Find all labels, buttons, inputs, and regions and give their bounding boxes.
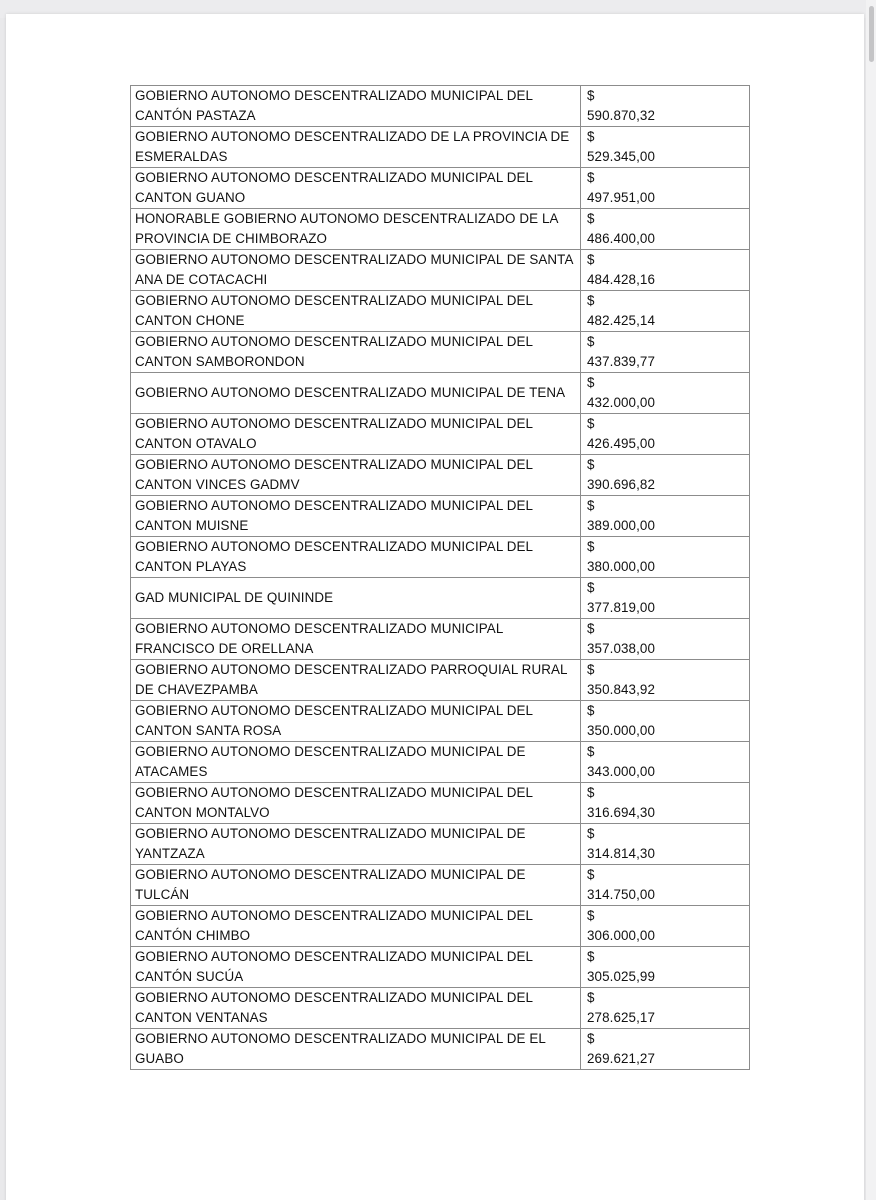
table-row — [131, 988, 750, 1029]
vertical-scrollbar[interactable] — [866, 0, 876, 1200]
amount-cell — [581, 783, 750, 824]
entity-name-cell: GOBIERNO AUTONOMO DESCENTRALIZADO PARROQUIAL RURAL DE CHAVEZPAMBA — [131, 660, 581, 701]
table-row — [131, 537, 750, 578]
amount-cell — [581, 1029, 750, 1070]
entity-name-cell: GAD MUNICIPAL DE QUININDE — [131, 578, 581, 619]
currency-symbol: $ — [587, 621, 595, 636]
currency-symbol: $ — [587, 129, 595, 144]
entity-name-cell: GOBIERNO AUTONOMO DESCENTRALIZADO MUNICIPAL DEL CANTON VINCES GADMV — [131, 455, 581, 496]
table-row — [131, 86, 750, 127]
table-row — [131, 865, 750, 906]
amount-value: 314.750,00 — [587, 886, 656, 902]
amount-value: 497.951,00 — [587, 189, 656, 205]
currency-symbol: $ — [587, 416, 595, 431]
currency-symbol: $ — [587, 498, 595, 513]
amount-cell — [581, 209, 750, 250]
amount-cell — [581, 865, 750, 906]
entity-name-cell: GOBIERNO AUTONOMO DESCENTRALIZADO MUNICIPAL DE EL GUABO — [131, 1029, 581, 1070]
amount-value: 305.025,99 — [587, 968, 656, 984]
table-row — [131, 209, 750, 250]
amount-value: 426.495,00 — [587, 435, 656, 451]
amount-value: 377.819,00 — [587, 599, 656, 615]
amount-value: 484.428,16 — [587, 271, 656, 287]
currency-symbol: $ — [587, 744, 595, 759]
amount-cell — [581, 250, 750, 291]
currency-symbol: $ — [587, 867, 595, 882]
amount-cell — [581, 824, 750, 865]
currency-symbol: $ — [587, 662, 595, 677]
amount-cell — [581, 414, 750, 455]
table-row — [131, 742, 750, 783]
amount-cell — [581, 496, 750, 537]
currency-symbol: $ — [587, 949, 595, 964]
table-row — [131, 578, 750, 619]
currency-symbol: $ — [587, 375, 595, 390]
currency-symbol: $ — [587, 580, 595, 595]
amount-value: 389.000,00 — [587, 517, 656, 533]
table-row — [131, 701, 750, 742]
table-row — [131, 824, 750, 865]
currency-symbol: $ — [587, 539, 595, 554]
amount-cell — [581, 537, 750, 578]
currency-symbol: $ — [587, 990, 595, 1005]
entity-name-cell: GOBIERNO AUTONOMO DESCENTRALIZADO MUNICIPAL DEL CANTON MUISNE — [131, 496, 581, 537]
amount-cell — [581, 455, 750, 496]
amount-value: 437.839,77 — [587, 353, 656, 369]
amount-cell — [581, 291, 750, 332]
table-row — [131, 660, 750, 701]
entity-name-cell: GOBIERNO AUTONOMO DESCENTRALIZADO MUNICIPAL DEL CANTON SAMBORONDON — [131, 332, 581, 373]
currency-symbol: $ — [587, 293, 595, 308]
amount-value: 380.000,00 — [587, 558, 656, 574]
entity-name-cell: GOBIERNO AUTONOMO DESCENTRALIZADO MUNICIPAL DEL CANTON GUANO — [131, 168, 581, 209]
table-row — [131, 414, 750, 455]
amount-value: 432.000,00 — [587, 394, 656, 410]
amount-value: 306.000,00 — [587, 927, 656, 943]
table-row — [131, 250, 750, 291]
allocation-table — [130, 85, 750, 1070]
amount-cell — [581, 947, 750, 988]
entity-name-cell: GOBIERNO AUTONOMO DESCENTRALIZADO DE LA PROVINCIA DE ESMERALDAS — [131, 127, 581, 168]
entity-name-cell: GOBIERNO AUTONOMO DESCENTRALIZADO MUNICIPAL DE TULCÁN — [131, 865, 581, 906]
entity-name-cell: GOBIERNO AUTONOMO DESCENTRALIZADO MUNICIPAL DE ATACAMES — [131, 742, 581, 783]
currency-symbol: $ — [587, 170, 595, 185]
table-row — [131, 168, 750, 209]
amount-cell — [581, 373, 750, 414]
amount-value: 529.345,00 — [587, 148, 656, 164]
amount-value: 343.000,00 — [587, 763, 656, 779]
currency-symbol: $ — [587, 211, 595, 226]
table-row — [131, 496, 750, 537]
entity-name-cell: GOBIERNO AUTONOMO DESCENTRALIZADO MUNICIPAL FRANCISCO DE ORELLANA — [131, 619, 581, 660]
amount-cell — [581, 988, 750, 1029]
amount-cell — [581, 578, 750, 619]
currency-symbol: $ — [587, 908, 595, 923]
amount-cell — [581, 619, 750, 660]
amount-cell — [581, 660, 750, 701]
currency-symbol: $ — [587, 334, 595, 349]
table-row — [131, 1029, 750, 1070]
table-row — [131, 291, 750, 332]
table-row — [131, 906, 750, 947]
amount-value: 350.843,92 — [587, 681, 656, 697]
currency-symbol: $ — [587, 785, 595, 800]
entity-name-cell: GOBIERNO AUTONOMO DESCENTRALIZADO MUNICIPAL DE SANTA ANA DE COTACACHI — [131, 250, 581, 291]
amount-value: 316.694,30 — [587, 804, 656, 820]
entity-name-cell: GOBIERNO AUTONOMO DESCENTRALIZADO MUNICIPAL DE YANTZAZA — [131, 824, 581, 865]
table-row — [131, 947, 750, 988]
amount-cell — [581, 701, 750, 742]
amount-value: 314.814,30 — [587, 845, 656, 861]
amount-cell — [581, 86, 750, 127]
amount-value: 590.870,32 — [587, 107, 656, 123]
allocation-table-body — [131, 86, 750, 1070]
entity-name-cell: GOBIERNO AUTONOMO DESCENTRALIZADO MUNICIPAL DEL CANTON MONTALVO — [131, 783, 581, 824]
amount-cell — [581, 332, 750, 373]
entity-name-cell: GOBIERNO AUTONOMO DESCENTRALIZADO MUNICIPAL DEL CANTON PLAYAS — [131, 537, 581, 578]
table-row — [131, 455, 750, 496]
entity-name-cell: GOBIERNO AUTONOMO DESCENTRALIZADO MUNICIPAL DEL CANTON CHONE — [131, 291, 581, 332]
amount-value: 357.038,00 — [587, 640, 656, 656]
amount-value: 278.625,17 — [587, 1009, 656, 1025]
entity-name-cell: HONORABLE GOBIERNO AUTONOMO DESCENTRALIZADO DE LA PROVINCIA DE CHIMBORAZO — [131, 209, 581, 250]
amount-cell — [581, 127, 750, 168]
entity-name-cell: GOBIERNO AUTONOMO DESCENTRALIZADO MUNICIPAL DE TENA — [131, 373, 581, 414]
amount-cell — [581, 168, 750, 209]
amount-value: 486.400,00 — [587, 230, 656, 246]
amount-cell — [581, 742, 750, 783]
entity-name-cell: GOBIERNO AUTONOMO DESCENTRALIZADO MUNICIPAL DEL CANTON VENTANAS — [131, 988, 581, 1029]
table-row — [131, 332, 750, 373]
entity-name-cell: GOBIERNO AUTONOMO DESCENTRALIZADO MUNICIPAL DEL CANTÓN SUCÚA — [131, 947, 581, 988]
amount-cell — [581, 906, 750, 947]
table-row — [131, 127, 750, 168]
entity-name-cell: GOBIERNO AUTONOMO DESCENTRALIZADO MUNICIPAL DEL CANTÓN PASTAZA — [131, 86, 581, 127]
table-row — [131, 783, 750, 824]
amount-value: 390.696,82 — [587, 476, 656, 492]
currency-symbol: $ — [587, 457, 595, 472]
currency-symbol: $ — [587, 252, 595, 267]
scrollbar-thumb[interactable] — [869, 6, 874, 62]
currency-symbol: $ — [587, 703, 595, 718]
amount-value: 350.000,00 — [587, 722, 656, 738]
table-row — [131, 373, 750, 414]
amount-value: 269.621,27 — [587, 1050, 656, 1066]
entity-name-cell: GOBIERNO AUTONOMO DESCENTRALIZADO MUNICIPAL DEL CANTÓN CHIMBO — [131, 906, 581, 947]
table-row — [131, 619, 750, 660]
document-page — [6, 14, 864, 1200]
currency-symbol: $ — [587, 88, 595, 103]
currency-symbol: $ — [587, 826, 595, 841]
amount-value: 482.425,14 — [587, 312, 656, 328]
currency-symbol: $ — [587, 1031, 595, 1046]
entity-name-cell: GOBIERNO AUTONOMO DESCENTRALIZADO MUNICIPAL DEL CANTON OTAVALO — [131, 414, 581, 455]
entity-name-cell: GOBIERNO AUTONOMO DESCENTRALIZADO MUNICIPAL DEL CANTON SANTA ROSA — [131, 701, 581, 742]
